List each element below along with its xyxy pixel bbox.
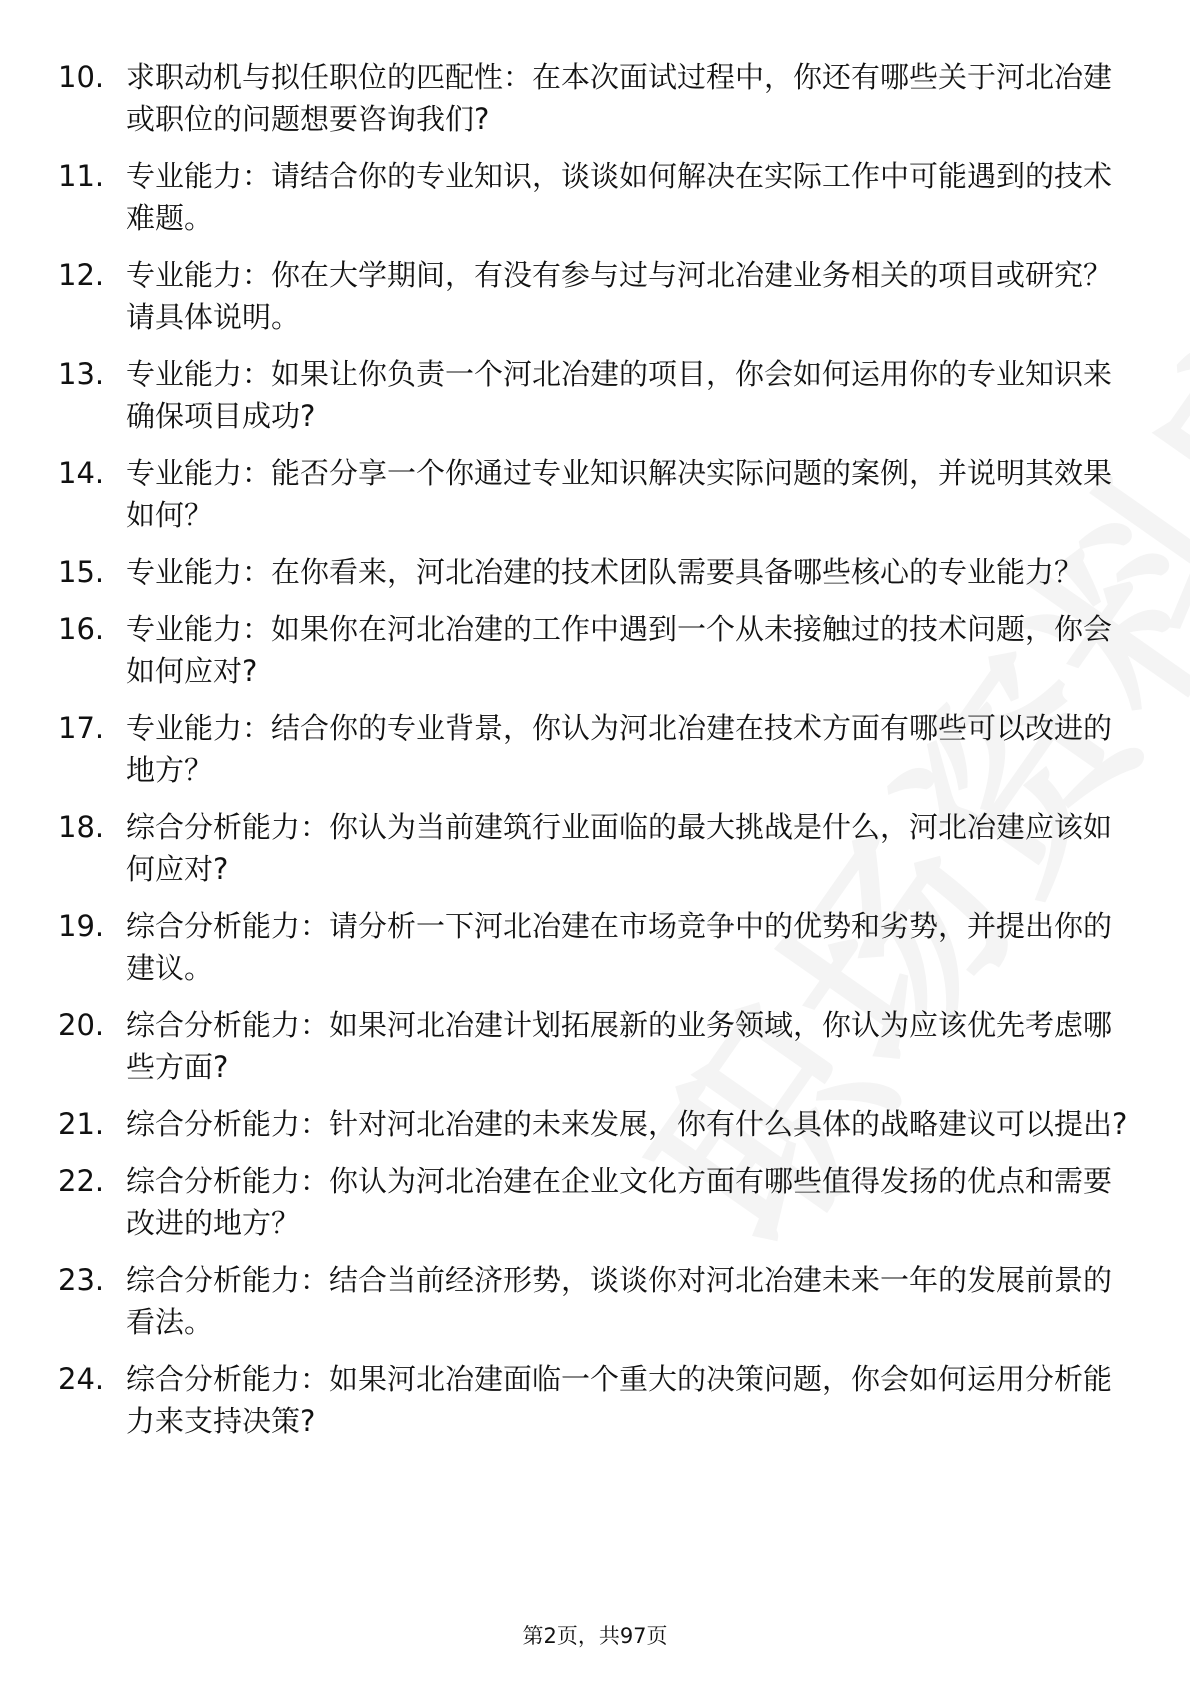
question-item bbox=[58, 353, 1128, 437]
question-item bbox=[58, 608, 1128, 692]
question-item bbox=[58, 155, 1128, 239]
question-text: 综合分析能力：如果河北冶建面临一个重大的决策问题，你会如何运用分析能力来支持决策? bbox=[126, 1362, 1113, 1438]
question-text: 综合分析能力：针对河北冶建的未来发展，你有什么具体的战略建议可以提出? bbox=[126, 1107, 1128, 1141]
question-item bbox=[58, 452, 1128, 536]
question-item bbox=[58, 254, 1128, 338]
question-number: 11. bbox=[58, 159, 105, 193]
question-text: 专业能力：结合你的专业背景，你认为河北冶建在技术方面有哪些可以改进的地方？ bbox=[126, 711, 1113, 787]
question-number: 13. bbox=[58, 357, 105, 391]
question-item bbox=[58, 56, 1128, 140]
question-number: 14. bbox=[58, 456, 105, 490]
page-footer: 第2页，共97页 bbox=[522, 1624, 668, 1648]
question-number: 19. bbox=[58, 909, 105, 943]
question-item bbox=[58, 905, 1128, 989]
question-text: 综合分析能力：结合当前经济形势，谈谈你对河北冶建未来一年的发展前景的看法。 bbox=[126, 1263, 1113, 1339]
question-number: 24. bbox=[58, 1362, 105, 1396]
question-number: 15. bbox=[58, 555, 105, 589]
question-item bbox=[58, 1259, 1128, 1343]
question-item bbox=[58, 551, 1128, 593]
question-text: 求职动机与拟任职位的匹配性：在本次面试过程中，你还有哪些关于河北冶建或职位的问题想要咨询我们? bbox=[126, 60, 1113, 136]
question-item bbox=[58, 1103, 1128, 1145]
question-number: 18. bbox=[58, 810, 105, 844]
question-item bbox=[58, 1358, 1128, 1442]
question-text: 综合分析能力：你认为河北冶建在企业文化方面有哪些值得发扬的优点和需要改进的地方？ bbox=[126, 1164, 1113, 1240]
question-text: 综合分析能力：你认为当前建筑行业面临的最大挑战是什么，河北冶建应该如何应对? bbox=[126, 810, 1113, 886]
question-item bbox=[58, 1160, 1128, 1244]
question-text: 专业能力：能否分享一个你通过专业知识解决实际问题的案例，并说明其效果如何？ bbox=[126, 456, 1113, 532]
question-text: 综合分析能力：如果河北冶建计划拓展新的业务领域，你认为应该优先考虑哪些方面? bbox=[126, 1008, 1113, 1084]
question-number: 16. bbox=[58, 612, 105, 646]
question-text: 专业能力：你在大学期间，有没有参与过与河北冶建业务相关的项目或研究？请具体说明。 bbox=[126, 258, 1113, 334]
question-number: 20. bbox=[58, 1008, 105, 1042]
question-item bbox=[58, 1004, 1128, 1088]
question-text: 专业能力：如果让你负责一个河北冶建的项目，你会如何运用你的专业知识来确保项目成功? bbox=[126, 357, 1113, 433]
question-number: 22. bbox=[58, 1164, 105, 1198]
question-text: 专业能力：请结合你的专业知识，谈谈如何解决在实际工作中可能遇到的技术难题。 bbox=[126, 159, 1113, 235]
question-number: 23. bbox=[58, 1263, 105, 1297]
question-list bbox=[58, 56, 1128, 1457]
question-text: 专业能力：如果你在河北冶建的工作中遇到一个从未接触过的技术问题，你会如何应对? bbox=[126, 612, 1113, 688]
question-number: 12. bbox=[58, 258, 105, 292]
question-number: 10. bbox=[58, 60, 105, 94]
question-item bbox=[58, 806, 1128, 890]
question-item bbox=[58, 707, 1128, 791]
question-number: 17. bbox=[58, 711, 105, 745]
question-number: 21. bbox=[58, 1107, 105, 1141]
question-text: 专业能力：在你看来，河北冶建的技术团队需要具备哪些核心的专业能力？ bbox=[126, 555, 1084, 589]
question-text: 综合分析能力：请分析一下河北冶建在市场竞争中的优势和劣势，并提出你的建议。 bbox=[126, 909, 1113, 985]
